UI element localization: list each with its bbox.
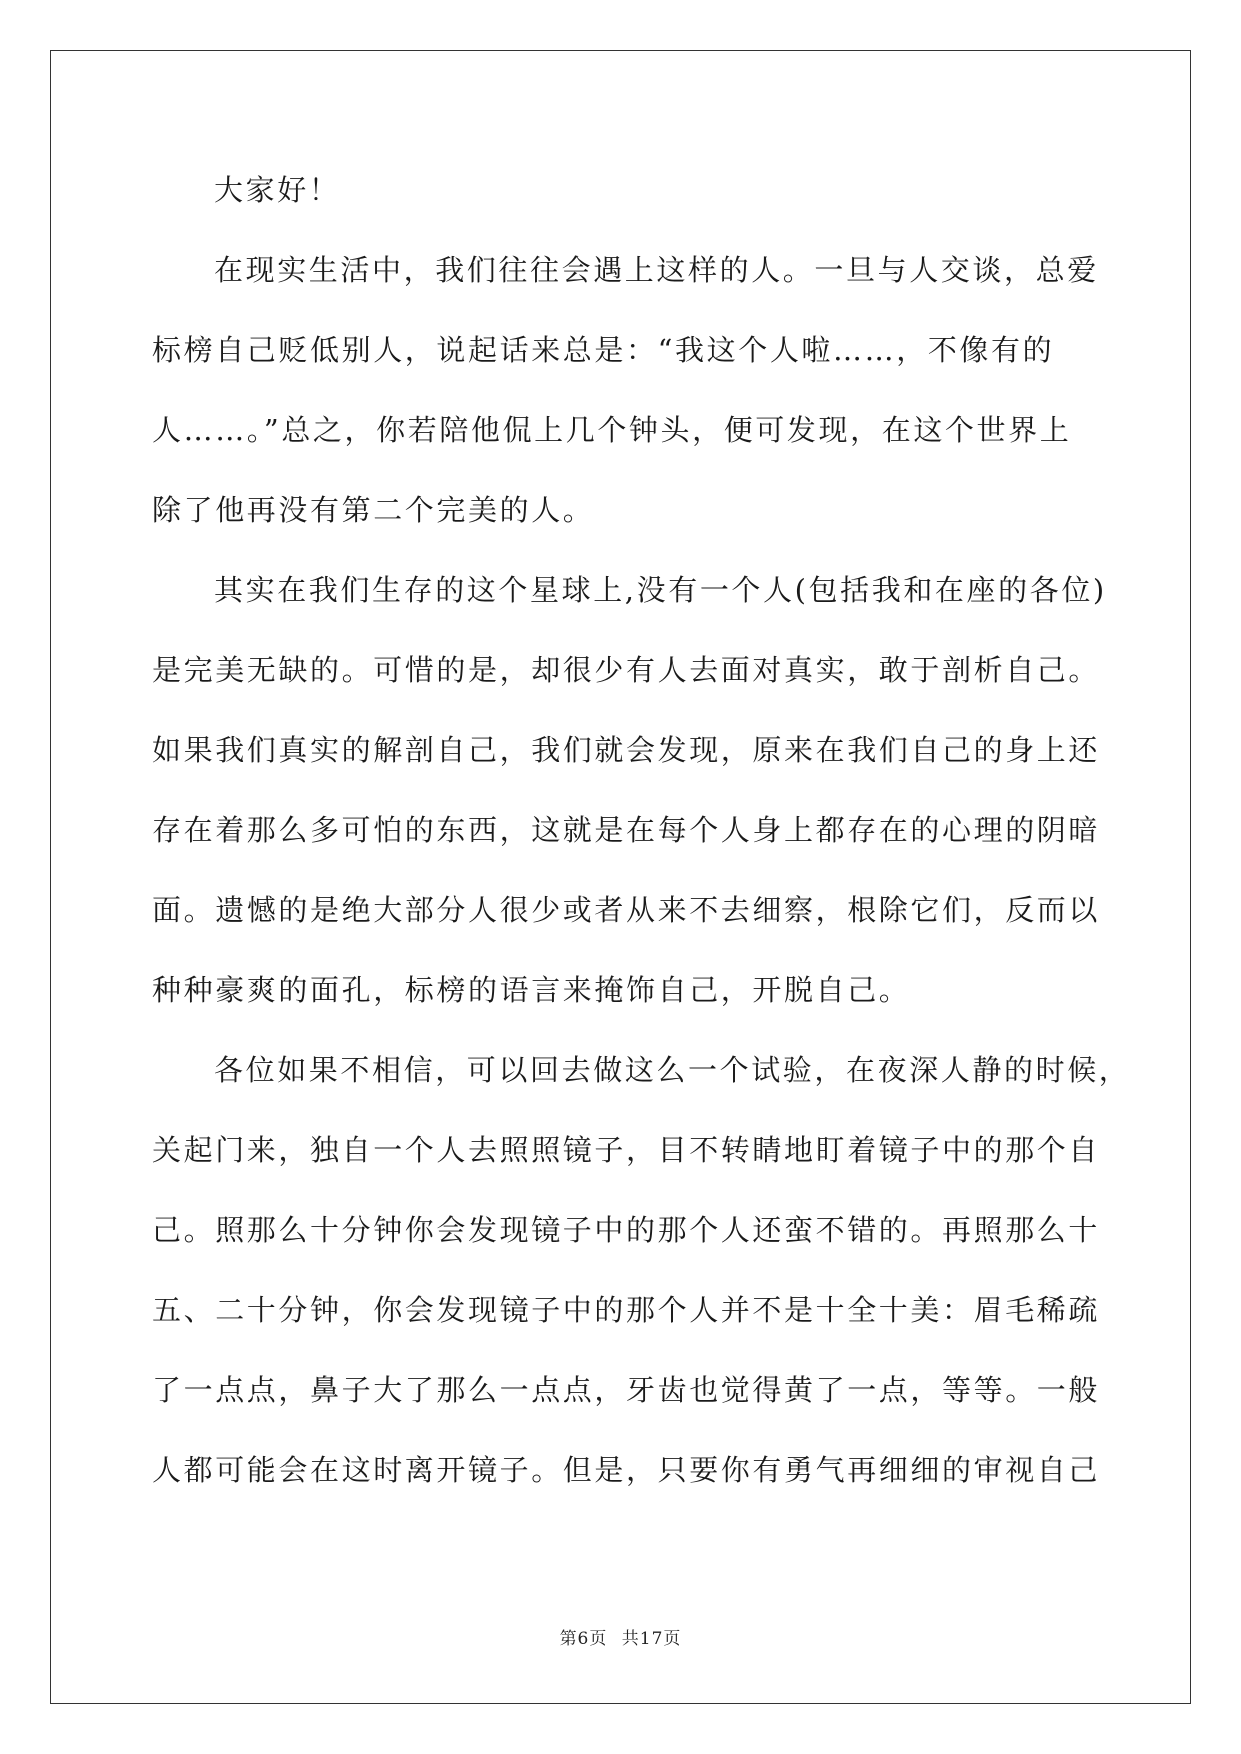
text-line: 除了他再没有第二个完美的人。: [152, 493, 595, 527]
page-footer: [0, 1624, 1241, 1649]
text-line: 标榜自己贬低别人，说起话来总是：“我这个人啦……，不像有的: [152, 333, 1055, 367]
page-number-total: 共17页: [621, 1629, 682, 1649]
page-number-current: 第6页: [559, 1629, 608, 1649]
text-line: 五、二十分钟，你会发现镜子中的那个人并不是十全十美：眉毛稀疏: [152, 1293, 1101, 1327]
text-line: 人都可能会在这时离开镜子。但是，只要你有勇气再细细的审视自己: [152, 1453, 1101, 1487]
text-line: 在现实生活中，我们往往会遇上这样的人。一旦与人交谈，总爱: [214, 253, 1099, 287]
text-line: 存在着那么多可怕的东西，这就是在每个人身上都存在的心理的阴暗: [152, 813, 1101, 847]
text-line: 各位如果不相信，可以回去做这么一个试验，在夜深人静的时候，: [214, 1053, 1131, 1087]
text-line: 如果我们真实的解剖自己，我们就会发现，原来在我们自己的身上还: [152, 733, 1101, 767]
greeting-line: 大家好！: [214, 173, 341, 207]
text-line: 己。照那么十分钟你会发现镜子中的那个人还蛮不错的。再照那么十: [152, 1213, 1101, 1247]
document-body: [152, 150, 1131, 1510]
text-line: 了一点点，鼻子大了那么一点点，牙齿也觉得黄了一点，等等。一般: [152, 1373, 1101, 1407]
text-line: 人……。”总之，你若陪他侃上几个钟头，便可发现，在这个世界上: [152, 413, 1072, 447]
text-line: 关起门来，独自一个人去照照镜子，目不转睛地盯着镜子中的那个自: [152, 1133, 1101, 1167]
text-line: 面。遗憾的是绝大部分人很少或者从来不去细察，根除它们，反而以: [152, 893, 1101, 927]
text-line: 种种豪爽的面孔，标榜的语言来掩饰自己，开脱自己。: [152, 973, 911, 1007]
text-line: 是完美无缺的。可惜的是，却很少有人去面对真实，敢于剖析自己。: [152, 653, 1101, 687]
text-line: 其实在我们生存的这个星球上,没有一个人(包括我和在座的各位): [214, 573, 1107, 607]
